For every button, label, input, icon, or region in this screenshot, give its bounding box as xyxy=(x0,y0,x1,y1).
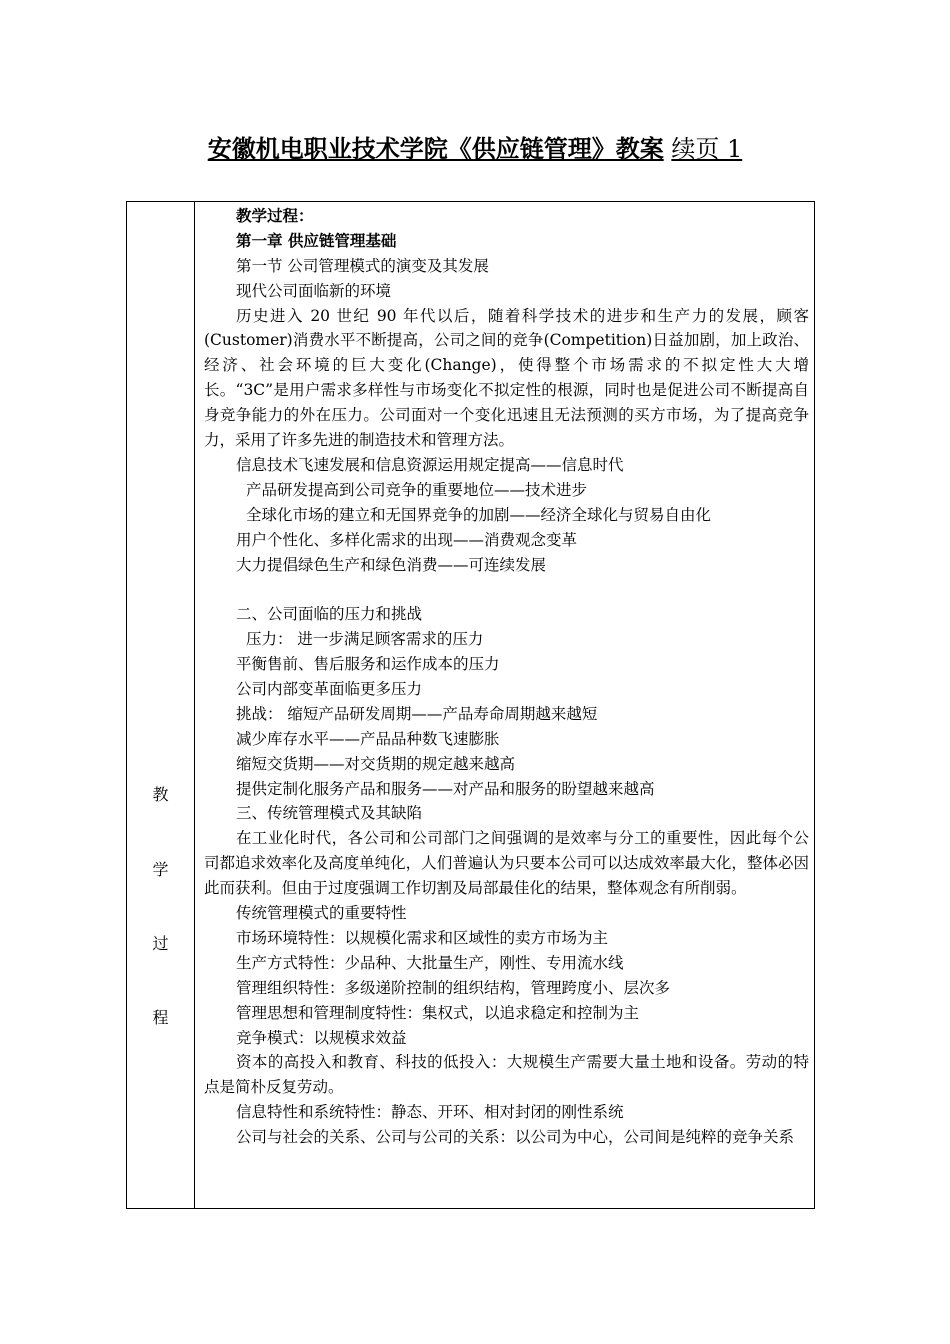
list-item: 提供定制化服务产品和服务——对产品和服务的盼望越来越高 xyxy=(236,779,655,798)
paragraph: 公司与社会的关系、公司与公司的关系：以公司为中心，公司间是纯粹的竞争关系 xyxy=(236,1128,795,1147)
side-label-char: 过 xyxy=(152,934,169,953)
teaching-process-heading: 教学过程： xyxy=(236,206,314,225)
section-heading: 二、公司面临的压力和挑战 xyxy=(236,605,423,624)
list-item: 全球化市场的建立和无国界竞争的加剧——经济全球化与贸易自由化 xyxy=(246,505,712,524)
lesson-table xyxy=(126,201,815,1209)
list-item: 减少库存水平——产品品种数飞速膨胀 xyxy=(236,729,500,748)
section-heading: 三、传统管理模式及其缺陷 xyxy=(236,804,423,823)
side-label-char: 学 xyxy=(152,860,169,879)
list-item: 缩短交货期——对交货期的规定越来越高 xyxy=(236,754,516,773)
paragraph: 在工业化时代，各公司和公司部门之间强调的是效率与分工的重要性，因此每个公司都追求效率化及高度单纯化，人们普遍认为只要本公司可以达成效率最大化，整体必因此而获利。但由于过度强调工作切割及局部最佳化的结果，整体观念有所削弱。 xyxy=(204,829,809,898)
page-title xyxy=(0,132,950,166)
continuation-page-label: 续页 1 xyxy=(671,135,743,163)
side-label-char: 教 xyxy=(152,785,169,804)
list-item: 压力： 进一步满足顾客需求的压力 xyxy=(246,630,484,649)
list-item: 平衡售前、售后服务和运作成本的压力 xyxy=(236,655,500,674)
document-title: 安徽机电职业技术学院《供应链管理》教案 xyxy=(207,134,664,163)
side-label-char: 程 xyxy=(152,1008,169,1027)
list-item: 挑战： 缩短产品研发周期——产品寿命周期越来越短 xyxy=(236,704,598,723)
subsection-heading: 传统管理模式的重要特性 xyxy=(236,904,407,923)
lesson-content xyxy=(204,204,809,1150)
chapter-heading: 第一章 供应链管理基础 xyxy=(236,230,397,250)
list-item: 竞争模式：以规模求效益 xyxy=(236,1028,407,1047)
list-item: 市场环境特性：以规模化需求和区域性的卖方市场为主 xyxy=(236,928,609,947)
list-item: 用户个性化、多样化需求的出现——消费观念变革 xyxy=(236,530,578,549)
list-item: 公司内部变革面临更多压力 xyxy=(236,680,423,699)
list-item: 管理组织特性：多级递阶控制的组织结构，管理跨度小、层次多 xyxy=(236,978,671,997)
blank-line xyxy=(204,577,809,602)
subsection-heading: 现代公司面临新的环境 xyxy=(236,281,392,300)
list-item: 信息特性和系统特性：静态、开环、相对封闭的刚性系统 xyxy=(236,1103,624,1122)
list-item: 生产方式特性：少品种、大批量生产，刚性、专用流水线 xyxy=(236,953,624,972)
list-item: 产品研发提高到公司竞争的重要地位——技术进步 xyxy=(246,480,588,499)
list-item: 管理思想和管理制度特性：集权式，以追求稳定和控制为主 xyxy=(236,1003,640,1022)
paragraph: 资本的高投入和教育、科技的低投入：大规模生产需要大量土地和设备。劳动的特点是简朴反复劳动。 xyxy=(204,1053,809,1097)
paragraph: 历史进入 20 世纪 90 年代以后，随着科学技术的进步和生产力的发展，顾客(Customer)消费水平不断提高，公司之间的竞争(Competition)日益加剧，加上政治、经济、社会环境的巨大变化(Change)，使得整个市场需求的不拟定性大大增长。“3C”是用户需求多样性与市场变化不拟定性的根源，同时也是促进公司不断提高自身竞争能力的外在压力。公司面对一个变化迅速且无法预测的买方市场，为了提高竞争力，采用了许多先进的制造技术和管理方法。 xyxy=(204,306,809,450)
section-heading: 第一节 公司管理模式的演变及其发展 xyxy=(236,256,489,275)
list-item: 信息技术飞速发展和信息资源运用规定提高——信息时代 xyxy=(236,456,624,474)
side-label-column xyxy=(127,202,195,1208)
list-item: 大力提倡绿色生产和绿色消费——可连续发展 xyxy=(236,555,547,574)
